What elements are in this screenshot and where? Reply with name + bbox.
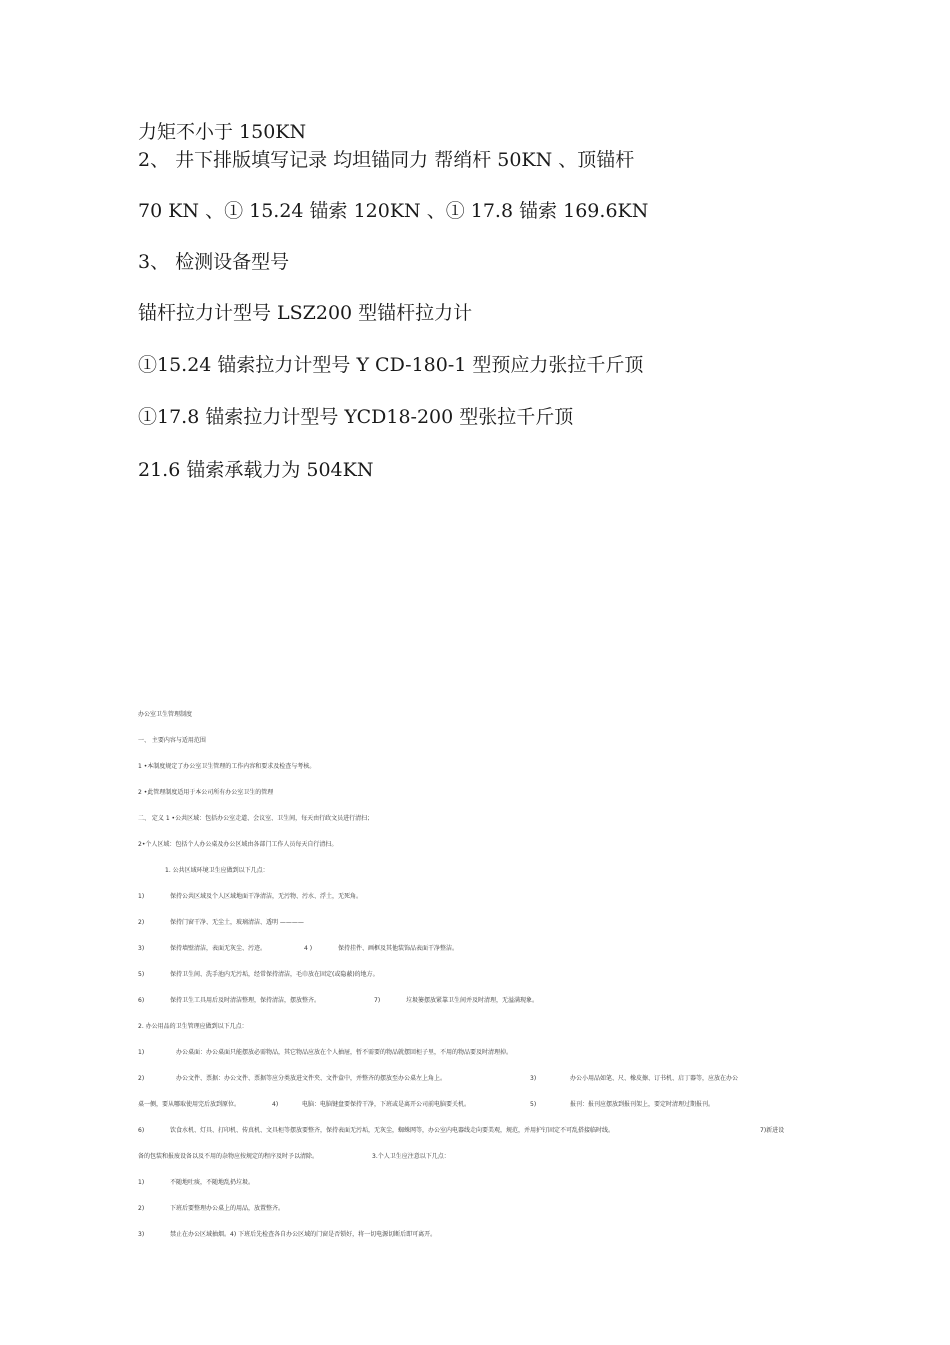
item-text: 不随地吐痰，不随地乱扔垃圾。 (170, 1179, 255, 1186)
item-text: 保持公共区域及个人区域地面干净清洁，无污物、污水、浮土，无死角。 (170, 893, 363, 900)
item-number: 2) (138, 919, 145, 926)
item-text: 下班后要整理办公桌上的用品，放置整齐。 (170, 1205, 285, 1212)
item-text: 保持挂件、画框及其他装饰品表面干净整洁。 (338, 945, 459, 952)
text-line-equipment-heading: 3、 检测设备型号 (138, 251, 290, 273)
item-number: 5) (138, 971, 145, 978)
item-number: 1) (138, 1049, 145, 1056)
item-text: 饮食水机、灯具、打印机、传真机、文具柜等摆放要整齐，保持表面无污垢，无灰尘，蜘蛛网等，办公室内电器线走向要美观，规范，并用护钉固定不可乱搭接临时线。 (170, 1127, 615, 1134)
doc-definition-heading: 二、 定义 1 •公共区域：包括办公室走道、会议室、卫生间，每天由行政文员进行清扫； (138, 815, 374, 822)
doc-subheading: 1. 公共区域环境卫生应做到以下几点： (165, 867, 269, 874)
item-text: 垃圾篓摆放紧靠卫生间并及时清理，无溢满现象。 (406, 997, 539, 1004)
doc-line: 1 •本制度规定了办公室卫生管理的工作内容和要求及检查与考核。 (138, 763, 316, 770)
item-text: 7)新进设 (760, 1127, 785, 1134)
doc-line: 2•个人区域：包括个人办公桌及办公区域由各部门工作人员每天自行清扫。 (138, 841, 338, 848)
item-number: 3) (530, 1075, 537, 1082)
text-line-record: 2、 井下排版填写记录 均坦锚同力 帮绡杆 50KN 、顶锚杆 (138, 149, 635, 171)
item-number: 6) (138, 997, 145, 1004)
doc-subheading: 2. 办公用品的卫生管理应做到以下几点： (138, 1023, 248, 1030)
item-text: 禁止在办公区域抽烟。4) 下班后先检查各自办公区域的门窗是否锁好，将一切电源切断后即可离开。 (170, 1231, 437, 1238)
item-number: 3) (138, 945, 145, 952)
doc-title: 办公室卫生管理制度 (138, 711, 193, 718)
text-line-cable-force: 70 KN 、① 15.24 锚索 120KN 、① 17.8 锚索 169.6KN (138, 200, 649, 222)
item-text: 报刊：报刊应摆放到报刊架上，要定时清理过期报刊。 (570, 1101, 715, 1108)
doc-scope-heading: 一、 主要内容与适用范围 (138, 737, 206, 744)
item-text: 备的包装和报废设备以及不用的杂物应按规定的程序及时予以清除。 (138, 1153, 319, 1160)
item-text: 保持卫生工具用后及时清洁整理，保持清洁，摆放整齐。 (170, 997, 321, 1004)
item-number: 5) (530, 1101, 537, 1108)
item-text: 桌一侧，要从哪取使用完后放到原位。 (138, 1101, 241, 1108)
item-number: 3) (138, 1231, 145, 1238)
item-number: 7) (374, 997, 381, 1004)
item-text: 电脑：电脑键盘要保持干净，下班或是离开公司前电脑要关机。 (302, 1101, 471, 1108)
item-number: 2) (138, 1075, 145, 1082)
item-text: 保持门窗干净、无尘土，玻璃清洁、透明 ———— (170, 919, 304, 926)
item-number: 1) (138, 893, 145, 900)
text-line-torque: 力矩不小于 150KN (138, 121, 307, 143)
text-line-cable-meter-1524: ①15.24 锚索拉力计型号 Y CD-180-1 型预应力张拉千斤顶 (138, 354, 644, 376)
item-text: 办公小用品如笔、尺、橡皮擦、订书机、启丁器等，应放在办公 (570, 1075, 739, 1082)
item-number: 1) (138, 1179, 145, 1186)
doc-line: 2 •此管理制度适用于本公司所有办公室卫生的管理 (138, 789, 274, 796)
item-number: 6) (138, 1127, 145, 1134)
text-line-cable-meter-178: ①17.8 锚索拉力计型号 YCD18-200 型张拉千斤顶 (138, 406, 574, 428)
item-number: 4) (272, 1101, 279, 1108)
item-number: 4 ) (304, 945, 313, 952)
item-text: 办公桌面：办公桌面只能摆放必需物品，其它物品应放在个人抽屉，暂不需要的物品就摆回柜子里，不用的物品要及时清理掉。 (176, 1049, 513, 1056)
item-number: 2) (138, 1205, 145, 1212)
doc-subheading: 3.个人卫生应注意以下几点： (372, 1153, 450, 1160)
item-text: 保持墙壁清洁，表面无灰尘、污迹。 (170, 945, 267, 952)
text-line-bolt-meter: 锚杆拉力计型号 LSZ200 型锚杆拉力计 (138, 302, 473, 324)
text-line-capacity: 21.6 锚索承载力为 504KN (138, 459, 374, 481)
item-text: 保持卫生间、洗手池内无污垢，经常保持清洁，毛巾放在固定(或隐蔽)的地方。 (170, 971, 379, 978)
item-text: 办公文件、票据：办公文件、票据等应分类放进文件夹、文件盒中，并整齐的摆放至办公桌左上角上。 (176, 1075, 447, 1082)
